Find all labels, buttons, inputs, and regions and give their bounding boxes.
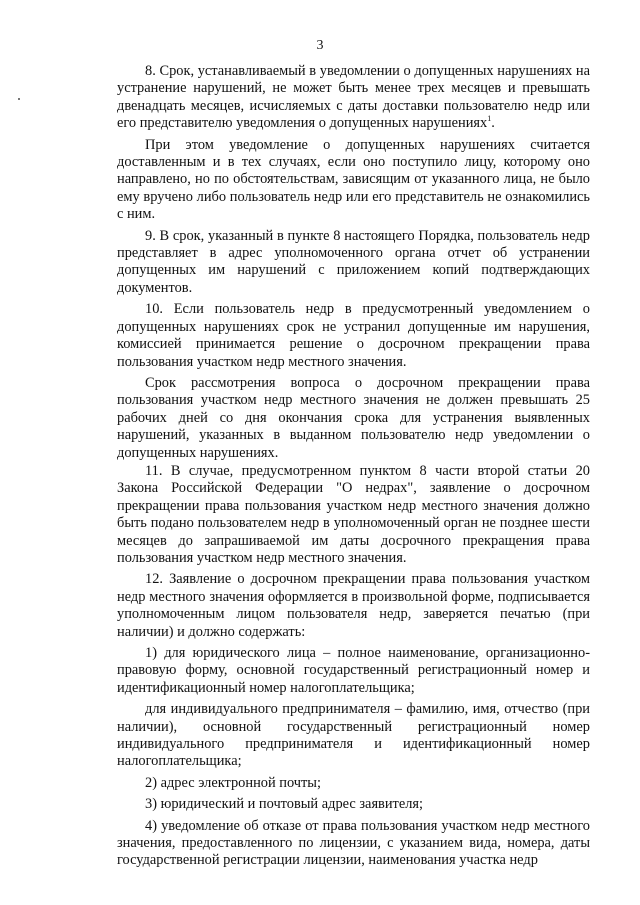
paragraph-11: 11. В случае, предусмотренном пунктом 8 части второй статьи 20 Закона Российской Федерации "О недрах", заявление о досрочном прекращении права пользования участком недр местного значения должно быть подано пользователем недр в уполномоченный орган не позднее шести месяцев до запрашиваемой им даты досрочного прекращения права пользования участком недр местного значения. (117, 462, 590, 566)
list-item-2: 2) адрес электронной почты; (145, 774, 321, 791)
scan-artifact (18, 98, 20, 100)
list-item-3: 3) юридический и почтовый адрес заявителя; (145, 796, 424, 813)
page-number: 3 (316, 38, 324, 53)
paragraph-12: 12. Заявление о досрочном прекращении права пользования участком недр местного значения оформляется в произвольной форме, подписывается уполномоченным лицом пользователя недр, заверяется печатью (при наличии) и должно содержать: (117, 571, 590, 640)
paragraph-8-continuation: При этом уведомление о допущенных нарушениях считается доставленным и в тех случаях, если оно поступило лицу, которому оно направлено, но по обстоятельствам, зависящим от указанного лица, не было ему вручено либо пользователь недр или его представитель не ознакомились с ним. (117, 136, 590, 223)
paragraph-10: 10. Если пользователь недр в предусмотренный уведомлением о допущенных нарушениях срок не устранил допущенные им нарушения, комиссией принимается решение о досрочном прекращении права пользования участком недр местного значения. (117, 301, 590, 370)
document-body (117, 63, 590, 871)
footnote-marker: 1 (487, 114, 492, 124)
paragraph-8: 8. Срок, устанавливаемый в уведомлении о допущенных нарушениях на устранение нарушений, не может быть менее трех месяцев и превышать двенадцать месяцев, исчисляемых с даты доставки пользователю недр или его представителю уведомления о допущенных нарушениях$^1$. (117, 63, 590, 132)
paragraph-10-term: Срок рассмотрения вопроса о досрочном прекращении права пользования участком недр местного значения не должен превышать 25 рабочих дней со дня окончания срока для устранения выявленных нарушений, указанных в выданном пользователю недр уведомлении о допущенных нарушениях. (117, 374, 590, 461)
list-item-4: 4) уведомление об отказе от права пользования участком недр местного значения, предоставленного по лицензии, с указанием вида, номера, даты государственной регистрации лицензии, наименования участка недр (117, 817, 590, 869)
paragraph-9: 9. В срок, указанный в пункте 8 настоящего Порядка, пользователь недр представляет в адрес уполномоченного органа отчет об устранении допущенных им нарушений с приложением копий подтверждающих документов. (117, 227, 590, 296)
list-item-1: 1) для юридического лица – полное наименование, организационно-правовую форму, основной государственный регистрационный номер и идентификационный номер налогоплательщика; (117, 645, 590, 696)
list-item-1-entrepreneur: для индивидуального предпринимателя – фамилию, имя, отчество (при наличии), основной государственный регистрационный номер индивидуального предпринимателя и идентификационный номер налогоплательщика; (117, 701, 590, 770)
